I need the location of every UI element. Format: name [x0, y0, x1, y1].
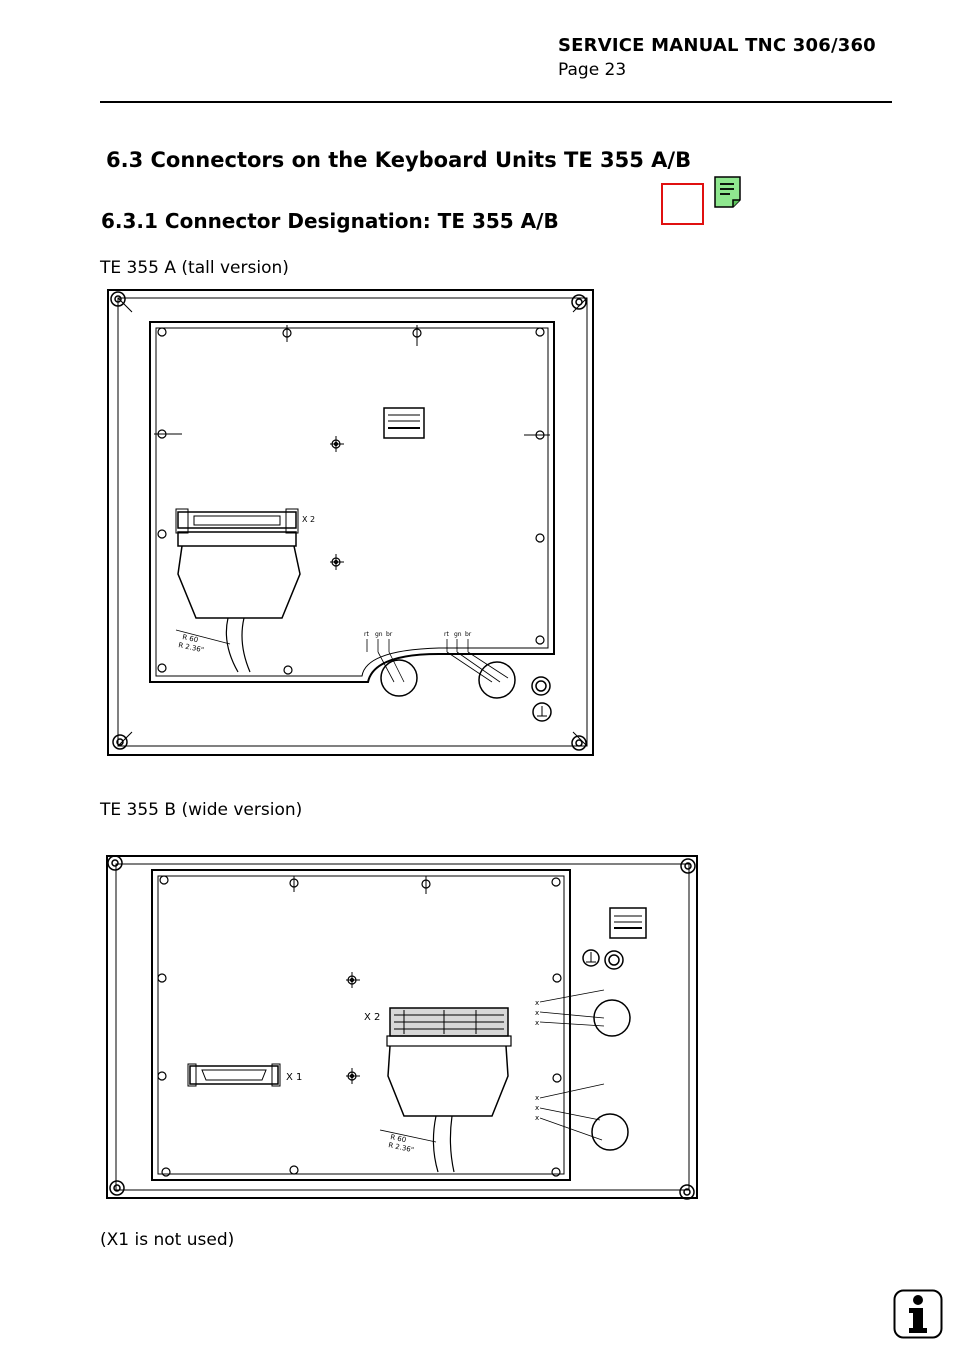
- svg-text:x: x: [535, 1019, 540, 1027]
- figure-b-x1-label: X 1: [286, 1072, 303, 1083]
- figure-a-wire-rt-2: rt: [444, 631, 449, 638]
- figure-b-x2-label: X 2: [364, 1012, 381, 1023]
- svg-text:x: x: [535, 1094, 540, 1102]
- figure-a-radius-inch-label: R 2.36": [177, 641, 205, 655]
- header-rule: [100, 101, 892, 103]
- page-number: Page 23: [558, 60, 627, 80]
- figure-b-drawing: [104, 850, 704, 1205]
- figure-a-caption: TE 355 A (tall version): [100, 258, 289, 278]
- red-marker-box[interactable]: [661, 183, 704, 225]
- figure-b-radius-label: R 60: [389, 1133, 407, 1145]
- figure-a-wire-rt: rt: [364, 631, 369, 638]
- figure-a-wire-br-2: br: [465, 631, 472, 638]
- figure-a-radius-label: R 60: [181, 633, 199, 645]
- note-icon[interactable]: [714, 176, 742, 213]
- svg-text:x: x: [535, 1009, 540, 1017]
- figure-a-drawing: [104, 284, 600, 762]
- figure-a-x2-label: X 2: [302, 515, 316, 524]
- footnote: (X1 is not used): [100, 1230, 235, 1250]
- svg-text:x: x: [535, 1104, 540, 1112]
- svg-text:x: x: [535, 999, 540, 1007]
- subsection-heading: 6.3.1 Connector Designation: TE 355 A/B: [101, 209, 559, 233]
- figure-a-wire-br: br: [386, 631, 393, 638]
- manual-title: SERVICE MANUAL TNC 306/360: [558, 35, 876, 56]
- figure-b-caption: TE 355 B (wide version): [100, 800, 303, 820]
- svg-text:x: x: [535, 1114, 540, 1122]
- section-heading: 6.3 Connectors on the Keyboard Units TE 355 A/B: [106, 148, 692, 172]
- info-icon[interactable]: [893, 1289, 943, 1343]
- figure-a-wire-gn-2: gn: [454, 631, 462, 638]
- figure-a-wire-gn: gn: [375, 631, 383, 638]
- figure-b-radius-inch-label: R 2.36": [387, 1141, 415, 1155]
